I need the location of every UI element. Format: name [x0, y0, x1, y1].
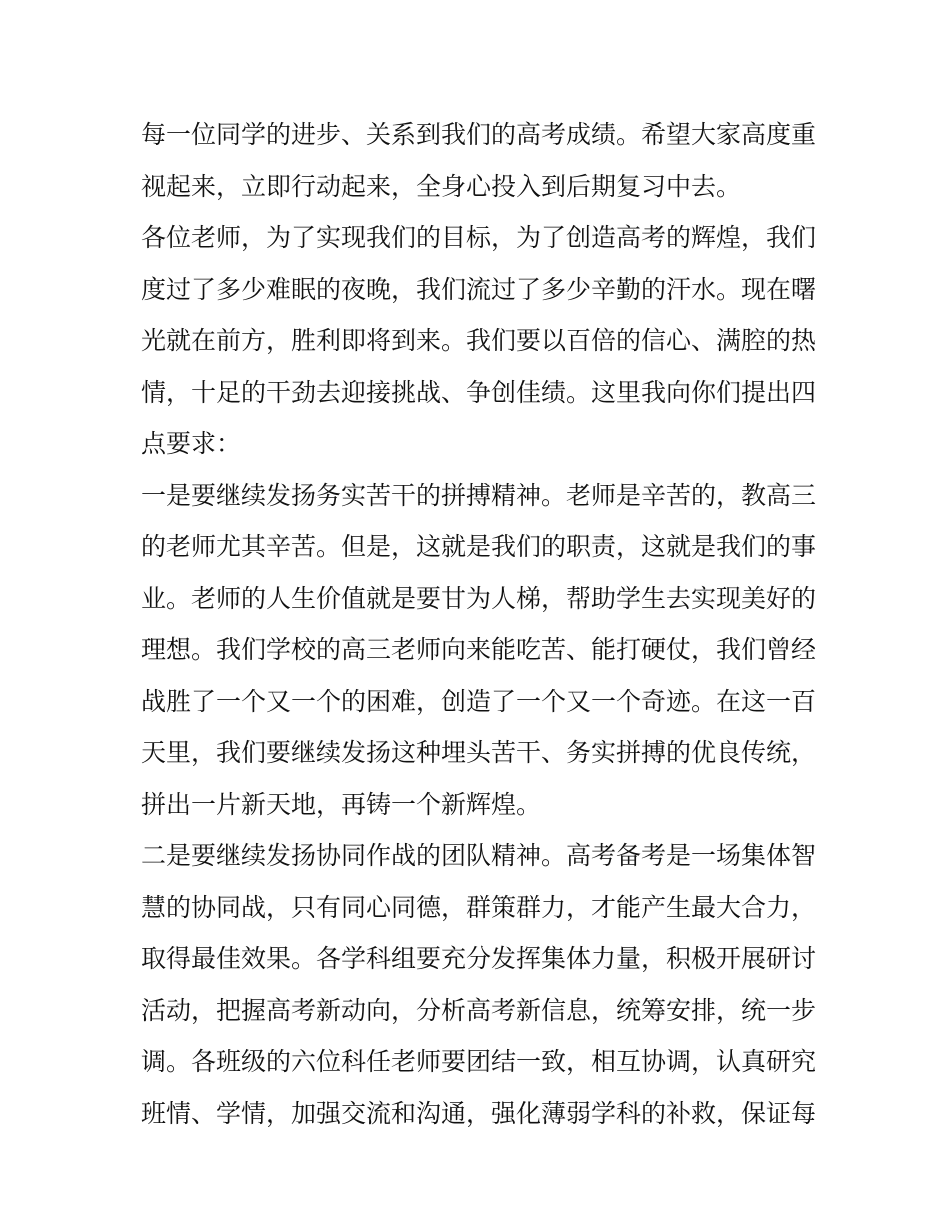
text-line: 调。各班级的六位科任老师要团结一致，相互协调，认真研究 — [141, 1047, 817, 1076]
text-line: 的老师尤其辛苦。但是，这就是我们的职责，这就是我们的事 — [141, 532, 817, 561]
text-line: 视起来，立即行动起来，全身心投入到后期复习中去。 — [141, 171, 742, 201]
text-line: 班情、学情，加强交流和沟通，强化薄弱学科的补救，保证每 — [141, 1098, 817, 1128]
text-line: 度过了多少难眠的夜晚，我们流过了多少辛勤的汗水。现在曙 — [141, 274, 817, 304]
text-line: 二是要继续发扬协同作战的团队精神。高考备考是一场集体智 — [141, 841, 817, 870]
text-line: 一是要继续发扬务实苦干的拼搏精神。老师是辛苦的，教高三 — [141, 480, 817, 510]
text-line: 战胜了一个又一个的困难，创造了一个又一个奇迹。在这一百 — [141, 686, 817, 716]
text-line: 慧的协同战，只有同心同德，群策群力，才能产生最大合力， — [141, 892, 817, 922]
text-line: 业。老师的人生价值就是要甘为人梯，帮助学生去实现美好的 — [141, 583, 817, 613]
text-line: 天里，我们要继续发扬这种埋头苦干、务实拼搏的优良传统， — [141, 738, 817, 767]
text-line: 各位老师，为了实现我们的目标，为了创造高考的辉煌，我们 — [141, 223, 817, 252]
text-line: 取得最佳效果。各学科组要充分发挥集体力量，积极开展研讨 — [141, 944, 817, 973]
text-line: 点要求： — [141, 429, 242, 458]
text-line: 拼出一片新天地，再铸一个新辉煌。 — [141, 789, 542, 819]
text-line: 情，十足的干劲去迎接挑战、争创佳绩。这里我向你们提出四 — [141, 377, 817, 407]
text-line: 理想。我们学校的高三老师向来能吃苦、能打硬仗，我们曾经 — [141, 635, 817, 664]
text-line: 光就在前方，胜利即将到来。我们要以百倍的信心、满腔的热 — [141, 326, 817, 355]
text-line: 每一位同学的进步、关系到我们的高考成绩。希望大家高度重 — [141, 120, 817, 149]
document-body — [141, 109, 816, 1139]
text-line: 活动，把握高考新动向，分析高考新信息，统筹安排，统一步 — [141, 995, 817, 1025]
